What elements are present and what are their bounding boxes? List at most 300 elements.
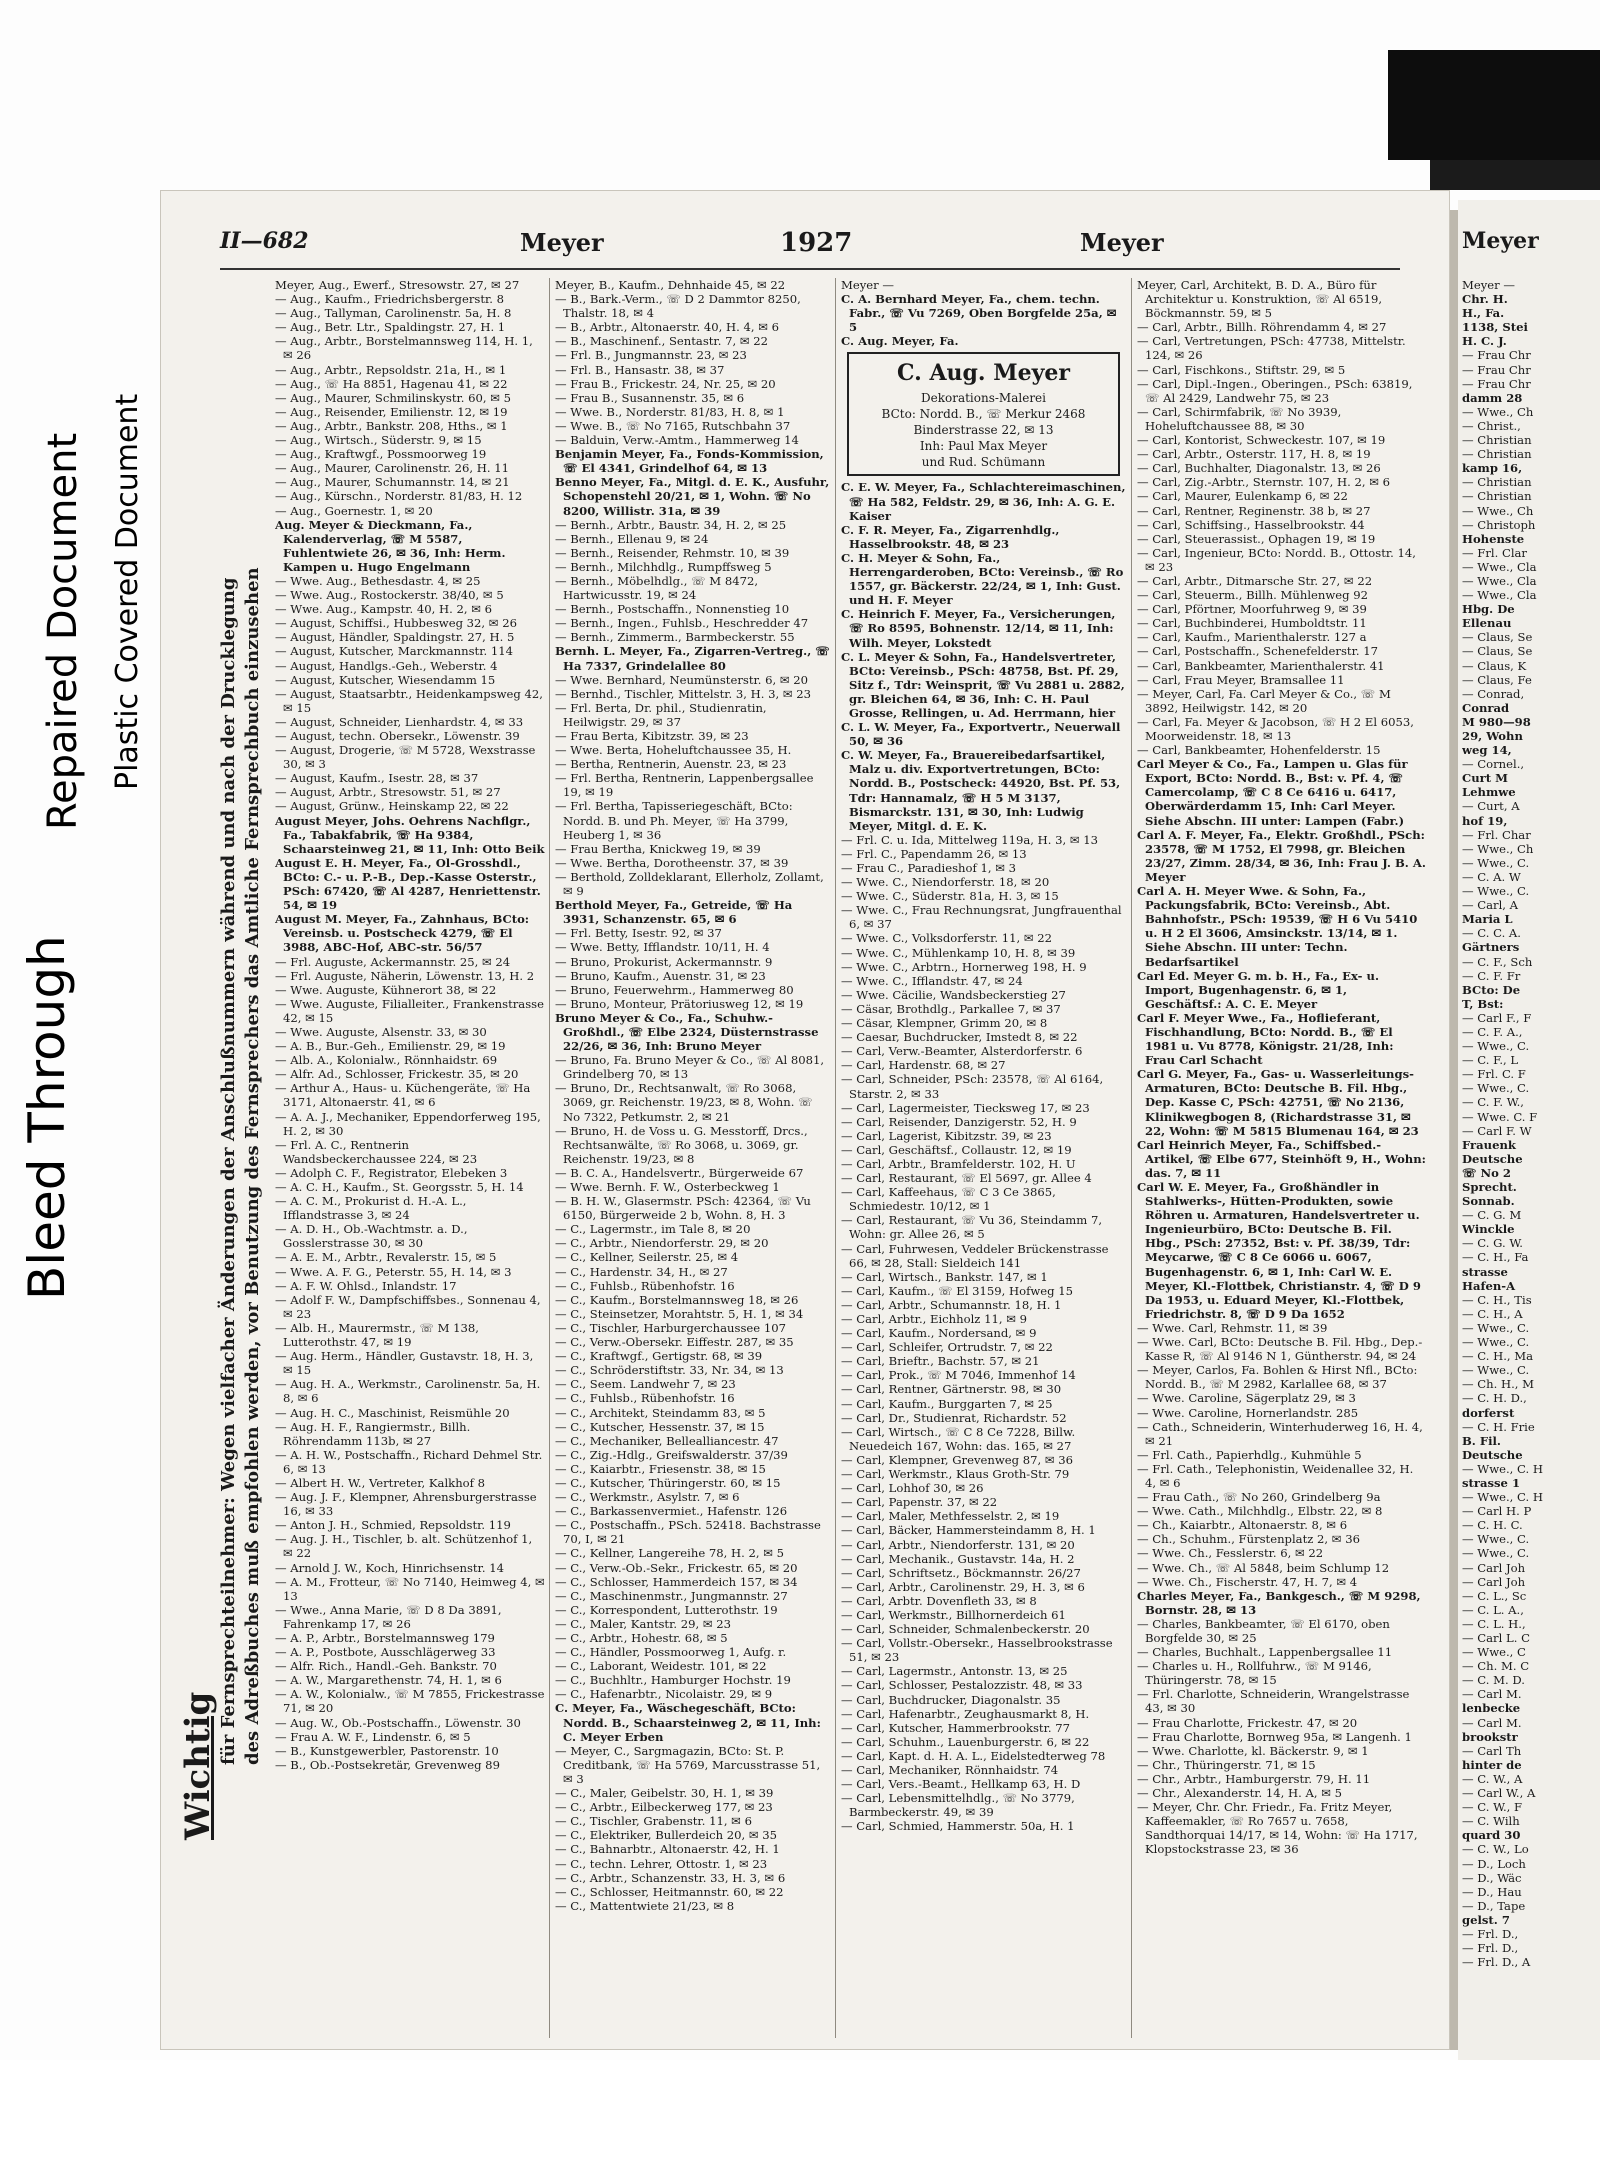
listing-entry: — Wwe., Ch	[1462, 404, 1534, 419]
listing-entry: — Bernh., Zimmerm., Barmbeckerstr. 55	[555, 630, 795, 645]
listing-entry: — Frl. Char	[1462, 827, 1531, 842]
listing-entry: — Christ.,	[1462, 418, 1521, 433]
listing-entry: — Wwe., Cla	[1462, 573, 1537, 588]
listing-entry: quard 30	[1462, 1828, 1521, 1843]
listing-entry: — Wwe. Berta, Hoheluftchaussee 35, H.	[555, 743, 792, 758]
listing-entry: — C., Kellner, Langereihe 78, H. 2, ✉ 5	[555, 1546, 784, 1561]
listing-entry: — C., Steinsetzer, Morahtstr. 5, H. 1, ✉ 34	[555, 1306, 804, 1321]
listing-entry: — August, techn. Obersekr., Löwenstr. 39	[275, 729, 520, 743]
listing-entry: — Carl, Dr., Studienrat, Richardstr. 52	[841, 1410, 1067, 1425]
listing-entry: — C. F. Fr	[1462, 968, 1521, 983]
listing-entry: — Aug. H. A., Werkmstr., Carolinenstr. 5a, H. 8, ✉ 6	[275, 1377, 541, 1406]
listing-entry: — C. H. D.,	[1462, 1391, 1527, 1406]
listing-entry: — B. H. W., Glasermstr. PSch: 42364, ☏ Vu 6150, Bürgerweide 2 b, Wohn. 8, H. 3	[555, 1194, 811, 1223]
header-rule	[220, 268, 1400, 270]
listing-entry: — Wwe. C., Arbtrn., Hornerweg 198, H. 9	[841, 959, 1087, 974]
listing-entry: — Wwe. Caroline, Hornerlandstr. 285	[1137, 1405, 1359, 1420]
column-divider	[549, 278, 550, 2038]
listing-entry: hinter de	[1462, 1757, 1522, 1772]
column-4	[1137, 278, 1427, 2058]
listing-entry: — Frau Bertha, Knickweg 19, ✉ 39	[555, 841, 761, 856]
listing-entry: — Alfr. Rich., Handl.-Geh. Bankstr. 70	[275, 1659, 497, 1674]
listing-entry: 29, Wohn	[1462, 729, 1523, 743]
listing-entry: — Carl F., F	[1462, 1010, 1532, 1025]
listing-entry: — C., Korrespondent, Lutterothstr. 19	[555, 1602, 778, 1617]
listing-entry: — Frau Charlotte, Bornweg 95a, ✉ Langenh. 1	[1137, 1729, 1412, 1744]
listing-entry: — August, Arbtr., Stresowstr. 51, ✉ 27	[275, 785, 501, 800]
listing-entry: C. A. Bernhard Meyer, Fa., chem. techn. Fabr., ☏ Vu 7269, Oben Borgfelde 25a, ✉ 5	[841, 292, 1117, 335]
listing-entry: — Wwe., Cla	[1462, 559, 1537, 574]
listing-entry: — B. C. A., Handelsvertr., Bürgerweide 67	[555, 1165, 804, 1180]
listing-entry: Hbg. De	[1462, 602, 1515, 617]
listing-entry: — Frl. Cath., Papierhdlg., Kuhmühle 5	[1137, 1447, 1362, 1462]
listing-entry: — C., Werkmstr., Asylstr. 7, ✉ 6	[555, 1490, 740, 1505]
listing-entry: — August, Grünw., Heinskamp 22, ✉ 22	[275, 799, 509, 814]
listing-entry: C. F. R. Meyer, Fa., Zigarrenhdlg., Hasselbrookstr. 48, ✉ 23	[841, 522, 1060, 551]
listing-entry: Charles Meyer, Fa., Bankgesch., ☏ M 9298, Bornstr. 28, ✉ 13	[1137, 1588, 1421, 1617]
listing-entry: — Balduin, Verw.-Amtm., Hammerweg 14	[555, 433, 799, 448]
listing-entry: — Wwe. Auguste, Kühnerort 38, ✉ 22	[275, 982, 497, 997]
listing-entry: — Carl, Kaufm., Burggarten 7, ✉ 25	[841, 1396, 1053, 1411]
listing-entry: — Cäsar, Brothdlg., Parkallee 7, ✉ 37	[841, 1001, 1061, 1016]
listing-entry: — C., Bahnarbtr., Altonaerstr. 42, H. 1	[555, 1842, 780, 1857]
header-right-name: Meyer	[1080, 228, 1164, 257]
listing-entry: — Aug. W., Ob.-Postschaffn., Löwenstr. 30	[275, 1715, 521, 1730]
listing-entry: — C. W., Lo	[1462, 1842, 1529, 1857]
listing-entry: — Frau Charlotte, Frickestr. 47, ✉ 20	[1137, 1715, 1358, 1730]
listing-entry: — A. P., Postbote, Ausschlägerweg 33	[275, 1645, 496, 1660]
listing-entry: — Frl. Cath., Telephonistin, Weidenallee 32, H. 4, ✉ 6	[1137, 1461, 1414, 1490]
listing-entry: August E. H. Meyer, Fa., Ol-Grosshdl., BCto: C.- u. P.-B., Dep.-Kasse Osterstr., PSch: 67420, ☏ Al 4287, Henriettenstr. 54, ✉ 19	[275, 855, 541, 913]
listing-entry: — Claus, K	[1462, 658, 1527, 673]
listing-entry: — Adolf F. W., Dampfschiffsbes., Sonnenau 4, ✉ 23	[275, 1292, 541, 1321]
plastic-covered-label: Plastic Covered Document	[110, 393, 145, 790]
listing-entry: — C. H., A	[1462, 1306, 1523, 1321]
listing-entry: — Wwe. C., Niendorferstr. 18, ✉ 20	[841, 875, 1050, 890]
listing-entry: — Frl. Bertha, Tapisseriegeschäft, BCto: Nordd. B. und Ph. Meyer, ☏ Ha 3799, Heuberg 1, ✉ 36	[555, 799, 793, 842]
listing-entry: — Bruno, Kaufm., Auenstr. 31, ✉ 23	[555, 968, 766, 983]
listing-entry: — Albert H. W., Vertreter, Kalkhof 8	[275, 1475, 485, 1490]
listing-entry: — Carl, Postschaffn., Schenefelderstr. 17	[1137, 644, 1378, 659]
listing-entry: — Caesar, Buchdrucker, Imstedt 8, ✉ 22	[841, 1030, 1078, 1045]
listing-entry: — Aug. H. F., Rangiermstr., Billh. Röhrendamm 113b, ✉ 27	[275, 1419, 471, 1448]
listing-entry: — Carl, Brieftr., Bachstr. 57, ✉ 21	[841, 1354, 1040, 1369]
listing-entry: — A. P., Arbtr., Borstelmannsweg 179	[275, 1631, 495, 1645]
listing-entry: — Carl, Lagerist, Kibitzstr. 39, ✉ 23	[841, 1128, 1052, 1143]
listing-entry: — Frau Cath., ☏ No 260, Grindelberg 9a	[1137, 1490, 1381, 1505]
listing-entry: — Carl H. P	[1462, 1504, 1532, 1519]
listing-entry: — Frl. Charlotte, Schneiderin, Wrangelstrasse 43, ✉ 30	[1137, 1687, 1410, 1716]
listing-entry: — Aug., Maurer, Carolinenstr. 26, H. 11	[275, 461, 510, 476]
listing-entry: — C. Wilh	[1462, 1814, 1520, 1829]
listing-entry: — Alfr. Ad., Schlosser, Frickestr. 35, ✉ 20	[275, 1067, 519, 1082]
listing-entry: ☏ No 2	[1462, 1165, 1511, 1180]
listing-entry: — Frl. D., A	[1462, 1955, 1531, 1970]
listing-entry: — Wwe. Auguste, Alsenstr. 33, ✉ 30	[275, 1024, 487, 1039]
listing-entry: — Carl, Maler, Methfesselstr. 2, ✉ 19	[841, 1509, 1060, 1524]
listing-entry: — Wwe. Betty, Ifflandstr. 10/11, H. 4	[555, 940, 770, 955]
listing-entry: — Carl, Vollstr.-Obersekr., Hasselbrookstrasse 51, ✉ 23	[841, 1636, 1113, 1665]
listing-entry: — Aug., Kraftwgf., Possmoorweg 19	[275, 447, 487, 462]
advertisement-box	[847, 352, 1120, 476]
listing-entry: — Frl. C., Papendamm 26, ✉ 13	[841, 846, 1027, 861]
listing-entry: — C. G. W.	[1462, 1236, 1523, 1251]
listing-entry: — Wwe. Ch., Fischerstr. 47, H. 7, ✉ 4	[1137, 1574, 1358, 1589]
listing-entry: Curt M	[1462, 771, 1508, 786]
listing-entry: — Aug., ☏ Ha 8851, Hagenau 41, ✉ 22	[275, 376, 508, 391]
side-labels	[10, 330, 145, 1330]
listing-entry: — Carl, Lebensmittelhdlg., ☏ No 3779, Barmbeckerstr. 49, ✉ 39	[841, 1791, 1075, 1820]
listing-entry: — Carl, Verw.-Beamter, Alsterdorferstr. 6	[841, 1044, 1083, 1059]
listing-entry: — Frl. Berta, Dr. phil., Studienratin, Heilwigstr. 29, ✉ 37	[555, 700, 767, 729]
listing-entry: Conrad	[1462, 700, 1510, 715]
listing-entry: — Wwe. Aug., Rostockerstr. 38/40, ✉ 5	[275, 588, 504, 603]
listing-entry: — Meyer, Carlos, Fa. Bohlen & Hirst Nfl., BCto: Nordd. B., ☏ M 2982, Karlallee 68, ✉ 37	[1137, 1363, 1418, 1392]
listing-entry: — Wwe. Cäcilie, Wandsbeckerstieg 27	[841, 987, 1066, 1002]
listing-entry: gelst. 7	[1462, 1912, 1510, 1927]
listing-entry: Carl Heinrich Meyer, Fa., Schiffsbed.-Artikel, ☏ Elbe 677, Steinhöft 9, H., Wohn: das. 7, ✉ 11	[1137, 1137, 1426, 1180]
listing-entry: Aug. Meyer & Dieckmann, Fa., Kalenderverlag, ☏ M 5587, Fuhlentwiete 26, ✉ 36, Inh: Herm. Kampen u. Hugo Engelmann	[275, 517, 506, 574]
listing-entry: — Carl, Prok., ☏ M 7046, Immenhof 14	[841, 1368, 1076, 1383]
listing-entry: — C., Kutscher, Hessenstr. 37, ✉ 15	[555, 1419, 765, 1434]
header-left-name: Meyer	[520, 228, 604, 257]
listing-entry: — Carl, Arbtr., Carolinenstr. 29, H. 3, ✉ 6	[841, 1579, 1085, 1594]
listing-entry: — C., Kraftwgf., Gertigstr. 68, ✉ 39	[555, 1349, 763, 1364]
listing-entry: — Wwe. Cath., Milchhdlg., Elbstr. 22, ✉ 8	[1137, 1504, 1383, 1519]
listing-entry: — C., Schröderstiftstr. 33, Nr. 34, ✉ 13	[555, 1363, 784, 1378]
listing-entry: — Carl, Papenstr. 37, ✉ 22	[841, 1495, 998, 1510]
listing-entry: — Carl, Vertretungen, PSch: 47738, Mittelstr. 124, ✉ 26	[1137, 334, 1406, 363]
listing-entry: — Wwe., Ch	[1462, 841, 1534, 856]
listing-entry: — Bernh., Ellenau 9, ✉ 24	[555, 531, 709, 546]
listing-entry: — C., Kutscher, Thüringerstr. 60, ✉ 15	[555, 1475, 781, 1490]
listing-entry: — Cath., Schneiderin, Winterhuderweg 16, H. 4, ✉ 21	[1137, 1419, 1423, 1448]
listing-entry: Benno Meyer, Fa., Mitgl. d. E. K., Ausfuhr, Schopenstehl 20/21, ✉ 1, Wohn. ☏ No 8200, Willistr. 31a, ✉ 39	[555, 475, 830, 518]
listing-entry: — Aug., Reisender, Emilienstr. 12, ✉ 19	[275, 404, 508, 419]
listing-entry: — Aug., Wirtsch., Süderstr. 9, ✉ 15	[275, 433, 482, 448]
listing-entry: — C., Arbtr., Niendorferstr. 29, ✉ 20	[555, 1236, 769, 1251]
listing-entry: — Chr., Thüringerstr. 71, ✉ 15	[1137, 1757, 1316, 1772]
listing-entry: C. Heinrich F. Meyer, Fa., Versicherungen, ☏ Ro 8595, Bohnenstr. 12/14, ✉ 11, Inh: Wilh. Meyer, Lokstedt	[841, 607, 1116, 650]
listing-entry: — August, Kaufm., Isestr. 28, ✉ 37	[275, 771, 479, 786]
listing-entry: — Aug., Tallyman, Carolinenstr. 5a, H. 8	[275, 306, 512, 321]
listing-entry: — Carl, Arbtr., Billh. Röhrendamm 4, ✉ 27	[1137, 320, 1387, 335]
listing-entry: — B., Ob.-Postsekretär, Grevenweg 89	[275, 1757, 500, 1772]
listing-entry: — Carl, Vers.-Beamt., Hellkamp 63, H. D	[841, 1777, 1081, 1792]
ad-line: Binderstrasse 22, ✉ 13	[913, 423, 1054, 438]
listing-entry: — C. G. M	[1462, 1208, 1522, 1223]
listing-entry: — Berthold, Zolldeklarant, Ellerholz, Zollamt, ✉ 9	[555, 869, 824, 899]
listing-entry: Maria L	[1462, 912, 1513, 927]
listing-entry: — Wwe. C., Frau Rechnungsrat, Jungfrauenthal 6, ✉ 37	[841, 903, 1122, 932]
listing-entry: — B., Bark.-Verm., ☏ D 2 Dammtor 8250, Thalstr. 18, ✉ 4	[555, 292, 801, 321]
listing-entry: — Aug. J. F., Klempner, Ahrensburgerstrasse 16, ✉ 33	[275, 1490, 537, 1519]
listing-entry: — Frl. D.,	[1462, 1941, 1519, 1956]
ad-line: Inh: Paul Max Meyer	[919, 439, 1048, 454]
listing-entry: — Carl, Kutscher, Hammerbrookstr. 77	[841, 1720, 1070, 1735]
listing-entry: — C., Tischler, Harburgerchaussee 107	[555, 1320, 786, 1335]
listing-entry: — A. A. J., Mechaniker, Eppendorferweg 195, H. 2, ✉ 30	[275, 1109, 541, 1138]
ad-title: C. Aug. Meyer	[897, 360, 1070, 387]
listing-entry: Frauenk	[1462, 1137, 1516, 1152]
listing-entry: — C., techn. Lehrer, Ottostr. 1, ✉ 23	[555, 1856, 768, 1871]
listing-entry: — Frau C., Paradieshof 1, ✉ 3	[841, 861, 1016, 875]
listing-entry: — Carl, Fa. Meyer & Jacobson, ☏ H 2 El 6053, Moorweidenstr. 18, ✉ 13	[1137, 714, 1414, 743]
listing-entry: — C. A. W	[1462, 869, 1521, 884]
listing-entry: — A. W., Margarethenstr. 74, H. 1, ✉ 6	[275, 1673, 502, 1688]
listing-entry: — C., Hardenstr. 34, H., ✉ 27	[555, 1264, 728, 1279]
listing-entry: Carl Ed. Meyer G. m. b. H., Fa., Ex- u. Import, Bugenhagenstr. 6, ✉ 1, Geschäftsf.: A. C. E. Meyer	[1137, 968, 1379, 1011]
listing-entry: kamp 16,	[1462, 461, 1523, 476]
listing-entry: — C., Buchhltr., Hamburger Hochstr. 19	[555, 1673, 791, 1688]
listing-entry: — Meyer, Chr. Chr. Friedr., Fa. Fritz Meyer, Kaffeemakler, ☏ Ro 7657 u. 7658, Sandthorquai 14/17, ✉ 14, Wohn: ☏ Ha 1717, Klopstockstrasse 23, ✉ 36	[1137, 1800, 1418, 1857]
listing-entry: Carl F. Meyer Wwe., Fa., Hoflieferant, Fischhandlung, BCto: Nordd. B., ☏ El 1981 u. Vu 8778, Königstr. 21/28, Inh: Frau Carl Schacht	[1137, 1010, 1394, 1068]
listing-entry: — D., Hau	[1462, 1884, 1522, 1899]
listing-entry: hof 19,	[1462, 813, 1508, 828]
listing-entry: — C. W., F	[1462, 1800, 1523, 1815]
listing-entry: — Wwe., Anna Marie, ☏ D 8 Da 3891, Fahrenkamp 17, ✉ 26	[275, 1602, 502, 1631]
listing-entry: — Aug., Betr. Ltr., Spaldingstr. 27, H. 1	[275, 320, 506, 335]
listing-entry: — Bernh., Milchhdlg., Rumpffsweg 5	[555, 559, 772, 574]
listing-entry: weg 14,	[1462, 743, 1512, 758]
listing-entry: — C., Händler, Possmoorweg 1, Aufg. r.	[555, 1645, 787, 1660]
listing-entry: — C. L., Sc	[1462, 1588, 1527, 1603]
listing-entry: — C., Kellner, Seilerstr. 25, ✉ 4	[555, 1250, 739, 1265]
listing-entry: — Frl. B., Hansastr. 38, ✉ 37	[555, 362, 725, 377]
listing-entry: — Claus, Se	[1462, 630, 1533, 645]
listing-entry: Carl G. Meyer, Fa., Gas- u. Wasserleitungs-Armaturen, BCto: Deutsche B. Fil. Hbg., Dep. Kasse C, PSch: 42751, ☏ No 2136, Klinikwegbogen 8, (Richardstrasse 31, ✉ 22, Wohn: ☏ M 5815 Blumenau 164, ✉ 23	[1137, 1067, 1419, 1138]
listing-entry: — Anton J. H., Schmied, Repsoldstr. 119	[275, 1518, 511, 1533]
listing-entry: — Carl, Klempner, Grevenweg 87, ✉ 36	[841, 1452, 1074, 1467]
listing-entry: — Ch. M. C	[1462, 1659, 1530, 1674]
listing-entry: — D., Loch	[1462, 1856, 1526, 1871]
listing-entry: — Carl, Arbtr., Bramfelderstr. 102, H. U	[841, 1156, 1076, 1171]
listing-entry: — Frl. D.,	[1462, 1926, 1519, 1941]
listing-entry: — Wwe., Ch	[1462, 503, 1534, 518]
listing-entry: — Carl, Fischkons., Stiftstr. 29, ✉ 5	[1137, 362, 1346, 377]
listing-entry: — Frl. Auguste, Näherin, Löwenstr. 13, H. 2	[275, 968, 535, 983]
listing-entry: — Frl. Clar	[1462, 545, 1527, 560]
listing-entry: — Wwe. Bertha, Dorotheenstr. 37, ✉ 39	[555, 855, 789, 870]
listing-entry: — Bernh., Möbelhdlg., ☏ M 8472, Hartwicusstr. 19, ✉ 24	[555, 573, 759, 603]
listing-entry: C. W. Meyer, Fa., Brauereibedarfsartikel, Malz u. div. Exportvertretungen, BCto: Nordd. B., Postscheck: 44920, Bst. Pf. 53, Tdr: Hannamalz, ☏ H 5 M 3137, Bismarckstr. 131, ✉ 30, Inh: Ludwig Meyer, Mitgl. d. E. K.	[841, 748, 1121, 833]
listing-entry: Meyer —	[841, 278, 894, 292]
column-1	[275, 278, 545, 2058]
listing-entry: — Frau Chr	[1462, 348, 1531, 363]
listing-entry: — Bertha, Rentnerin, Auenstr. 23, ✉ 23	[555, 757, 787, 772]
listing-entry: — A. B., Bur.-Geh., Emilienstr. 29, ✉ 19	[275, 1039, 506, 1054]
listing-entry: — C. H., Tis	[1462, 1292, 1532, 1307]
listing-entry: — C., Tischler, Grabenstr. 11, ✉ 6	[555, 1814, 752, 1829]
listing-entry: C. L. W. Meyer, Fa., Exportvertr., Neuerwall 50, ✉ 36	[841, 720, 1121, 749]
listing-entry: H. C. J.	[1462, 334, 1507, 349]
listing-entry: — Carl M.	[1462, 1715, 1522, 1730]
ad-line: Dekorations-Malerei	[921, 391, 1046, 406]
listing-entry: — Carl, Arbtr. Dovenfleth 33, ✉ 8	[841, 1593, 1037, 1608]
listing-entry: — C., Schlosser, Hammerdeich 157, ✉ 34	[555, 1574, 798, 1589]
listing-entry: — Carl, Schiffsing., Hasselbrookstr. 44	[1137, 517, 1365, 532]
listing-entry: — C. H., Ma	[1462, 1349, 1534, 1364]
listing-entry: — Frau Chr	[1462, 376, 1531, 391]
listing-entry: — Aug., Kürschn., Norderstr. 81/83, H. 12	[275, 489, 523, 504]
listing-entry: — Carl, Schneider, PSch: 23578, ☏ Al 6164, Starstr. 2, ✉ 33	[841, 1072, 1104, 1101]
listing-entry: — Carl, Buchhalter, Diagonalstr. 13, ✉ 26	[1137, 461, 1381, 476]
listing-entry: — Carl, Kaufm., Nordersand, ✉ 9	[841, 1326, 1037, 1341]
listing-entry: — A. F. W. Ohlsd., Inlandstr. 17	[275, 1278, 457, 1293]
listing-entry: — Wwe. C., Süderstr. 81a, H. 3, ✉ 15	[841, 889, 1059, 904]
listing-entry: — Arnold J. W., Koch, Hinrichsenstr. 14	[275, 1560, 504, 1575]
listing-entry: — Alb. H., Maurermstr., ☏ M 138, Lutterothstr. 47, ✉ 19	[275, 1320, 479, 1350]
scan-bottom-margin	[0, 2060, 1600, 2177]
listing-entry: — August, Kutscher, Marckmannstr. 114	[275, 644, 513, 659]
listing-entry: — August, Staatsarbtr., Heidenkampsweg 42, ✉ 15	[275, 686, 543, 715]
listing-entry: — Carl L. C	[1462, 1631, 1530, 1645]
notice-line-1: für Fernsprechteilnehmer: Wegen vielfacher Änderungen der Anschlußnummern während und nach der Drucklegung	[218, 577, 239, 1765]
listing-entry: — Carl F. W	[1462, 1123, 1532, 1138]
listing-entry: — Wwe. Aug., Kampstr. 40, H. 2, ✉ 6	[275, 602, 493, 617]
column-divider	[835, 278, 836, 2038]
listing-entry: — Carl, Zig.-Arbtr., Sternstr. 107, H. 2, ✉ 6	[1137, 475, 1391, 490]
listing-entry: — Aug., Kaufm., Friedrichsbergerstr. 8	[275, 292, 504, 307]
listing-entry: — C., Architekt, Steindamm 83, ✉ 5	[555, 1405, 766, 1420]
listing-entry: Deutsche	[1462, 1447, 1523, 1462]
next-page-header: Meyer	[1462, 228, 1539, 254]
listing-entry: — Carl, Kontorist, Schweckestr. 107, ✉ 19	[1137, 433, 1386, 448]
listing-entry: — Wwe. Caroline, Sägerplatz 29, ✉ 3	[1137, 1391, 1356, 1406]
listing-entry: — Claus, Se	[1462, 644, 1533, 659]
listing-entry: — Carl, Schriftsetz., Böckmannstr. 26/27	[841, 1565, 1081, 1580]
listing-entry: — C. F. A.,	[1462, 1024, 1523, 1039]
listing-entry: — Meyer, Carl, Fa. Carl Meyer & Co., ☏ M 3892, Heilwigstr. 142, ✉ 20	[1137, 686, 1391, 715]
listing-entry: — C., Barkassenvermiet., Hafenstr. 126	[555, 1504, 788, 1519]
listing-entry: — C., Elektriker, Bullerdeich 20, ✉ 35	[555, 1828, 778, 1843]
listing-entry: Carl Meyer & Co., Fa., Lampen u. Glas für Export, BCto: Nordd. B., Bst: v. Pf. 4, ☏ Camercolamp, ☏ C 8 Ce 6416 u. 6417, Oberwärderdamm 15, Inh: Carl Meyer. Siehe Abschn. III unter: Lampen (Fabr.)	[1137, 757, 1408, 828]
listing-entry: — Carl, Hardenstr. 68, ✉ 27	[841, 1058, 1006, 1073]
listing-entry: — Bernh., Postschaffn., Nonnenstieg 10	[555, 602, 790, 617]
listing-entry: — Alb. A., Kolonialw., Rönnhaidstr. 69	[275, 1053, 498, 1068]
listing-entry: — A. H. W., Postschaffn., Richard Dehmel Str. 6, ✉ 13	[275, 1447, 543, 1476]
listing-entry: — Carl, Frau Meyer, Bramsallee 11	[1137, 672, 1345, 687]
listing-entry: — C., Lagermstr., im Tale 8, ✉ 20	[555, 1222, 751, 1237]
listing-entry: — Carl, Arbtr., Schumannstr. 18, H. 1	[841, 1297, 1062, 1312]
listing-entry: — C. H. C.	[1462, 1518, 1523, 1533]
listing-entry: August Meyer, Johs. Oehrens Nachflgr., Fa., Tabakfabrik, ☏ Ha 9384, Schaarsteinweg 21, ✉ 11, Inh: Otto Beik	[275, 813, 545, 856]
listing-entry: brookstr	[1462, 1729, 1518, 1744]
listing-entry: — C., Hafenarbtr., Nicolaistr. 29, ✉ 9	[555, 1687, 773, 1702]
listing-entry: — Aug., Arbtr., Borstelmannsweg 114, H. 1, ✉ 26	[275, 334, 533, 363]
listing-entry: — Carl, Schuhm., Lauenburgerstr. 6, ✉ 22	[841, 1734, 1090, 1749]
listing-entry: — Frl. Auguste, Ackermannstr. 25, ✉ 24	[275, 954, 511, 969]
listing-entry: — Wwe. Bernh. F. W., Osterbeckweg 1	[555, 1180, 780, 1194]
listing-entry: — Wwe. Carl, Rehmstr. 11, ✉ 39	[1137, 1320, 1328, 1335]
listing-entry: — Bernh., Ingen., Fuhlsb., Heschredder 47	[555, 616, 809, 631]
listing-entry: — Cornel.,	[1462, 757, 1525, 772]
listing-entry: — Frl. Betty, Isestr. 92, ✉ 37	[555, 926, 722, 941]
listing-entry: — C., Arbtr., Hohestr. 68, ✉ 5	[555, 1631, 728, 1645]
listing-entry: — Wwe. B., ☏ No 7165, Rutschbahn 37	[555, 418, 791, 433]
listing-entry: — Carl, Arbtr., Ditmarsche Str. 27, ✉ 22	[1137, 573, 1373, 588]
listing-entry: — Carl, Schleifer, Ortrudstr. 7, ✉ 22	[841, 1340, 1053, 1355]
column-2	[555, 278, 831, 2058]
listing-entry: — Wwe., C.	[1462, 1081, 1530, 1096]
listing-entry: — Wwe. B., Norderstr. 81/83, H. 8, ✉ 1	[555, 404, 785, 419]
listing-entry: B. Fil.	[1462, 1433, 1501, 1448]
listing-entry: — Carl, Arbtr., Niendorferstr. 131, ✉ 20	[841, 1537, 1075, 1552]
listing-entry: C. Meyer, Fa., Wäschegeschäft, BCto: Nordd. B., Schaarsteinweg 2, ✉ 11, Inh: C. Meyer Erben	[555, 1701, 821, 1744]
listing-entry: Hohenste	[1462, 531, 1525, 546]
scan-border-black	[1388, 50, 1600, 160]
listing-entry: — Wwe., C	[1462, 1645, 1526, 1660]
listing-entry: — Ch. H., M	[1462, 1377, 1535, 1392]
listing-entry: Bruno Meyer & Co., Fa., Schuhw.-Großhdl., ☏ Elbe 2324, Düsternstrasse 22/26, ✉ 36, Inh: Bruno Meyer	[555, 1010, 819, 1054]
listing-entry: — Wwe., C.	[1462, 855, 1530, 870]
listing-entry: — Frl. A. C., Rentnerin Wandsbeckerchaussee 224, ✉ 23	[275, 1137, 478, 1166]
listing-entry: — C., Kaufm., Borstelmannsweg 18, ✉ 26	[555, 1292, 799, 1307]
listing-entry: — C., Arbtr., Schanzenstr. 33, H. 3, ✉ 6	[555, 1870, 786, 1885]
listing-entry: — Carl, Pförtner, Moorfuhrweg 9, ✉ 39	[1137, 602, 1367, 617]
listing-entry: — C., Kaiarbtr., Friesenstr. 38, ✉ 15	[555, 1461, 766, 1476]
listing-entry: BCto: De	[1462, 982, 1521, 997]
listing-entry: — Frau B., Susannenstr. 35, ✉ 6	[555, 390, 745, 405]
listing-entry: — Chr., Arbtr., Hamburgerstr. 79, H. 11	[1137, 1771, 1371, 1786]
listing-entry: Meyer, Aug., Ewerf., Stresowstr. 27, ✉ 27	[275, 278, 520, 292]
listing-entry: Carl W. E. Meyer, Fa., Großhändler in Stahlwerks-, Hütten-Produkten, sowie Röhren u. Armaturen, Handelsvertreter u. Ingenieurbüro, BCto: Deutsche B. Fil. Hbg., PSch: 27352, Bst: v. Pf. 38/39, Tdr: Meycarwe, ☏ C 8 Ce 6066 u. 6067, Bugenhagenstr. 6, ✉ 1, Inh: Carl W. E. Meyer, Kl.-Flottbek, Christianstr. 4, ☏ D 9 Da 1953, u. Eduard Meyer, Kl.-Flottbek, Friedrichstr. 8, ☏ D 9 Da 1652	[1137, 1180, 1421, 1321]
listing-entry: — Bruno, Fa. Bruno Meyer & Co., ☏ Al 8081, Grindelberg 70, ✉ 13	[555, 1053, 825, 1082]
listing-entry: — Ch., Schuhm., Fürstenplatz 2, ✉ 36	[1137, 1532, 1360, 1547]
listing-entry: — A. E. M., Arbtr., Revalerstr. 15, ✉ 5	[275, 1250, 497, 1265]
listing-entry: — August, Drogerie, ☏ M 5728, Wexstrasse 30, ✉ 3	[275, 743, 536, 772]
listing-entry: — Christian	[1462, 475, 1532, 490]
page-gutter	[1450, 210, 1458, 2050]
listing-entry: — Charles, Bankbeamter, ☏ El 6170, oben Borgfelde 30, ✉ 25	[1137, 1616, 1390, 1645]
listing-entry: August M. Meyer, Fa., Zahnhaus, BCto: Vereinsb. u. Postscheck 4279, ☏ El 3988, ABC-Hof, ABC-str. 56/57	[275, 912, 530, 955]
listing-entry: — Carl, Restaurant, ☏ Vu 36, Steindamm 7, Wohn: gr. Allee 26, ✉ 5	[841, 1213, 1103, 1242]
listing-entry: — Frau Berta, Kibitzstr. 39, ✉ 23	[555, 729, 749, 743]
listing-entry: — Bernhd., Tischler, Mittelstr. 3, H. 3, ✉ 23	[555, 686, 812, 701]
listing-entry: — Carl, Fuhrwesen, Veddeler Brückenstrasse 66, ✉ 28, Stall: Sieldeich 141	[841, 1241, 1109, 1270]
listing-entry: — Claus, Fe	[1462, 672, 1532, 687]
listing-entry: — Carl, Wirtsch., Bankstr. 147, ✉ 1	[841, 1269, 1048, 1284]
listing-entry: — C. C. A.	[1462, 926, 1521, 941]
listing-entry: — C., Maler, Kantstr. 29, ✉ 23	[555, 1616, 732, 1631]
bleed-through-label: Bleed Through	[18, 935, 76, 1300]
listing-entry: — Bruno, H. de Voss u. G. Messtorff, Drcs., Rechtsanwälte, ☏ Ro 3068, u. 3069, gr. Reichenstr. 19/23, ✉ 8	[555, 1123, 808, 1166]
listing-entry: — Bruno, Prokurist, Ackermannstr. 9	[555, 954, 773, 969]
notice-sidebar	[170, 280, 270, 1840]
listing-entry: — Meyer, C., Sargmagazin, BCto: St. P. Creditbank, ☏ Ha 5769, Marcusstrasse 51, ✉ 3	[555, 1743, 821, 1786]
listing-entry: — Carl, Lagermstr., Antonstr. 13, ✉ 25	[841, 1664, 1068, 1679]
listing-entry: — Carl, Mechanik., Gustavstr. 14a, H. 2	[841, 1551, 1075, 1566]
listing-entry: — Bernh., Reisender, Rehmstr. 10, ✉ 39	[555, 545, 790, 560]
listing-entry: — Carl, Kapt. d. H. A. L., Eidelstedterweg 78	[841, 1748, 1106, 1763]
listing-entry: T, Bst:	[1462, 996, 1504, 1011]
listing-entry: — Carl, Steuerm., Billh. Mühlenweg 92	[1137, 588, 1369, 603]
listing-entry: — Frau A. W. F., Lindenstr. 6, ✉ 5	[275, 1729, 471, 1744]
listing-entry: H., Fa.	[1462, 306, 1505, 321]
column-3-top	[841, 278, 1126, 348]
listing-entry: Winckle	[1462, 1222, 1515, 1237]
listing-entry: — Carl, Kaufm., ☏ El 3159, Hofweg 15	[841, 1283, 1074, 1298]
listing-entry: Benjamin Meyer, Fa., Fonds-Kommission, ☏ El 4341, Grindelhof 64, ✉ 13	[555, 447, 824, 476]
listing-entry: Chr. H.	[1462, 292, 1508, 307]
listing-entry: — Carl, Rentner, Gärtnerstr. 98, ✉ 30	[841, 1382, 1062, 1397]
listing-entry: — August, Schneider, Lienhardstr. 4, ✉ 33	[275, 714, 524, 729]
listing-entry: — Wwe., C. H	[1462, 1490, 1543, 1505]
listing-entry: — Christian	[1462, 433, 1532, 448]
listing-entry: — August, Schiffsi., Hubbesweg 32, ✉ 26	[275, 616, 517, 631]
listing-entry: — C. M. D.	[1462, 1673, 1525, 1688]
listing-entry: — Carl, Dipl.-Ingen., Oberingen., PSch: 63819, ☏ Al 2429, Landwehr 75, ✉ 23	[1137, 376, 1413, 405]
